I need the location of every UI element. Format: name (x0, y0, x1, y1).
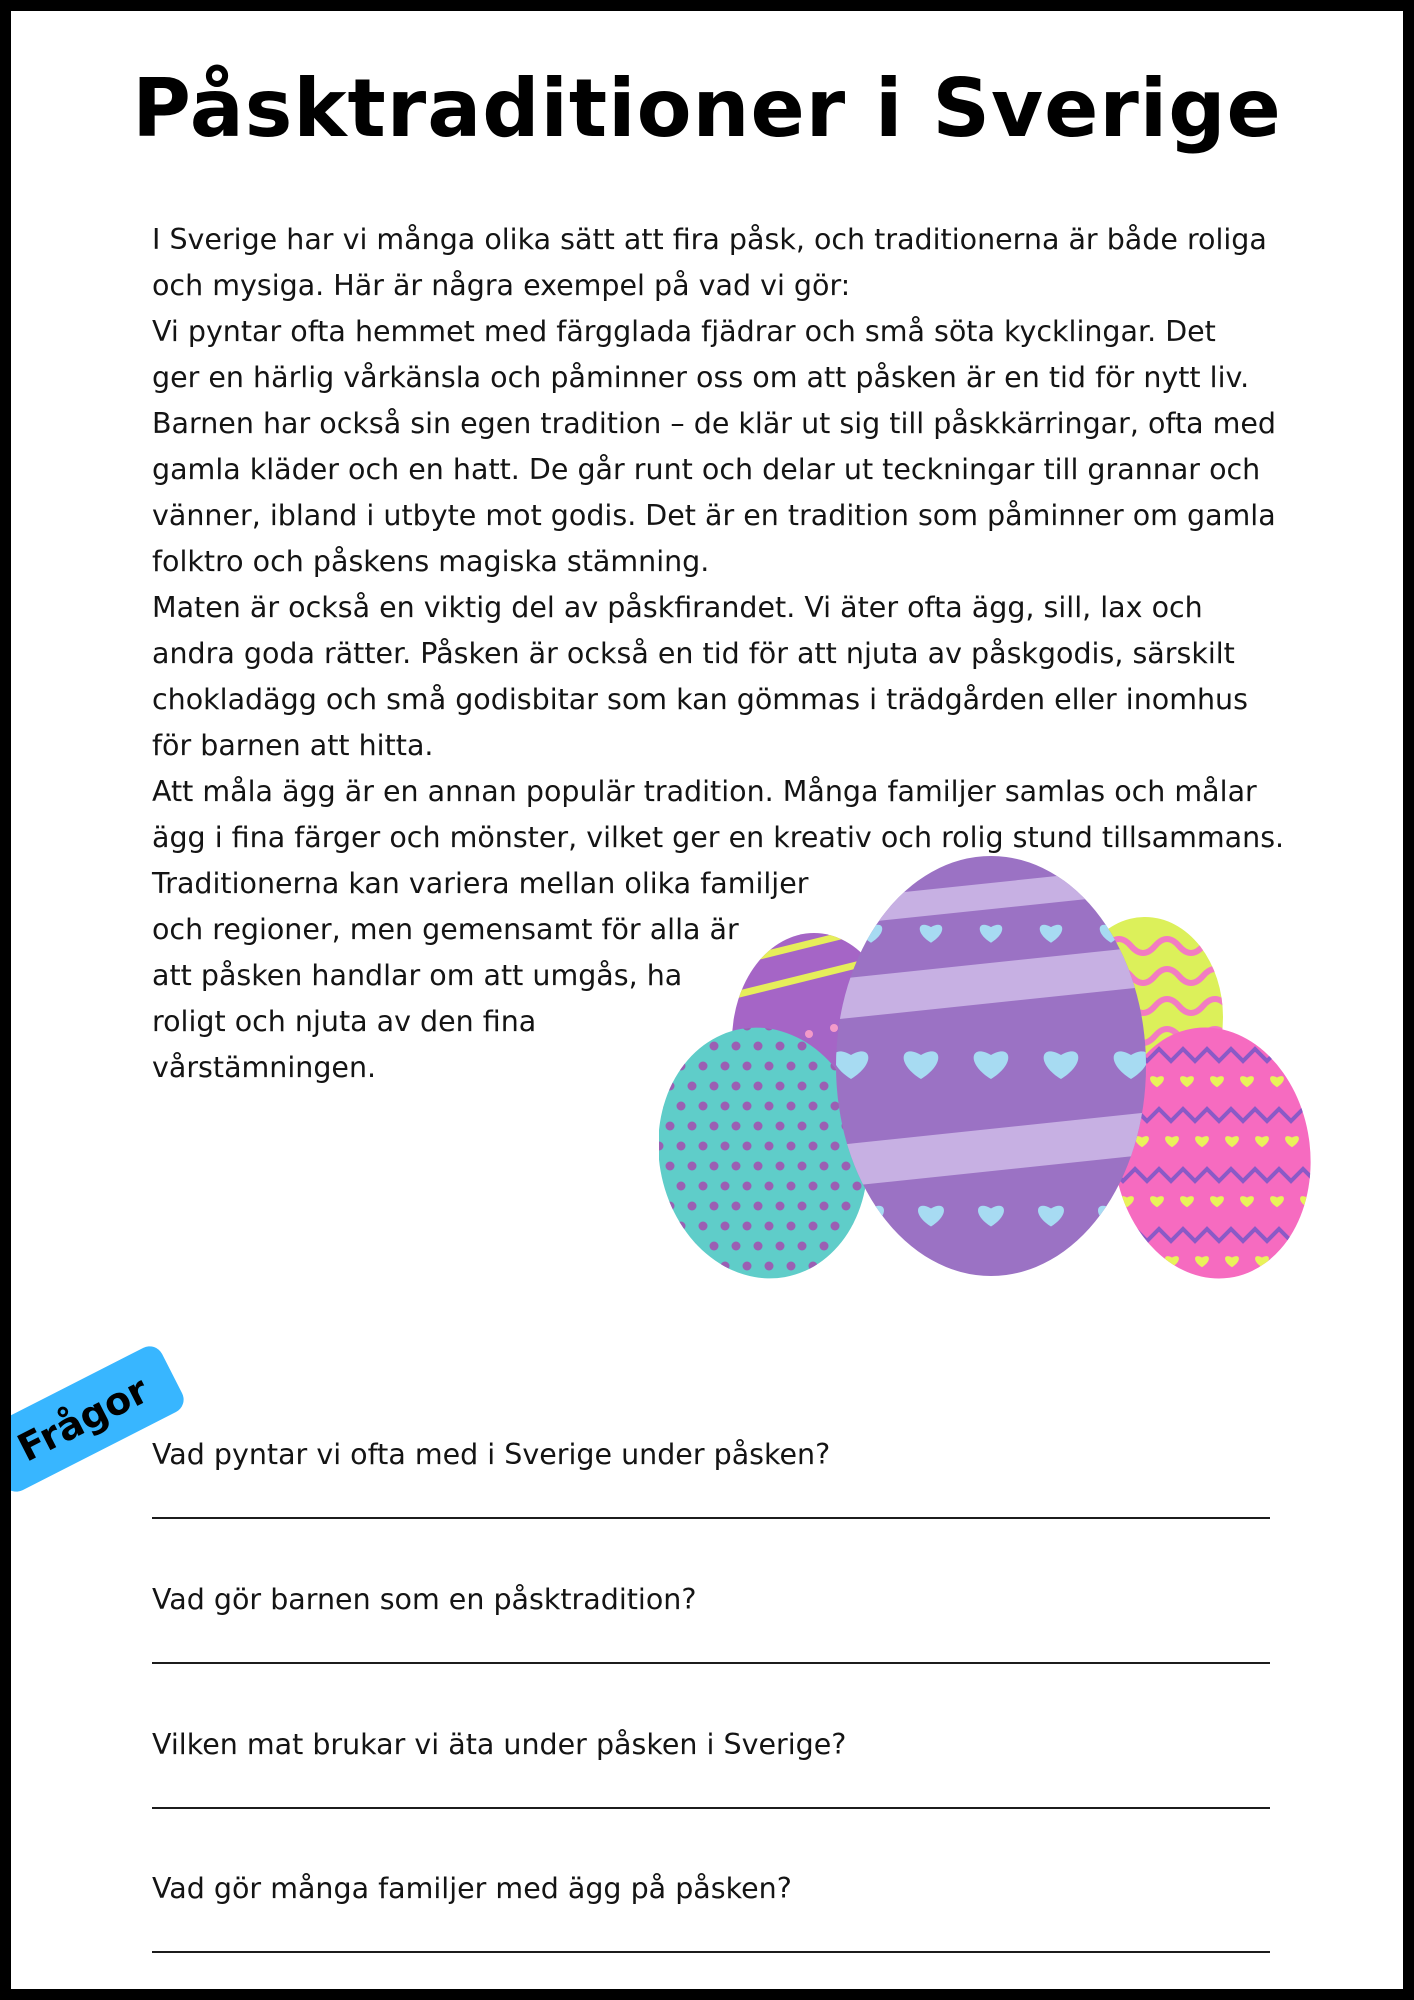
easter-eggs-illustration (659, 851, 1314, 1291)
text-line: Barnen har också sin egen tradition – de klär ut sig till påskkärringar, ofta med (152, 407, 1277, 440)
question-3: Vilken mat brukar vi äta under påsken i Sverige? (152, 1728, 847, 1761)
question-4: Vad gör många familjer med ägg på påsken? (152, 1872, 792, 1905)
answer-line-4[interactable] (152, 1951, 1270, 1953)
text-line: för barnen att hitta. (152, 729, 434, 762)
paragraph-children (152, 401, 1282, 585)
purple-egg (808, 856, 1180, 1276)
paragraph-intro (152, 217, 1282, 309)
text-line: Maten är också en viktig del av påskfirandet. Vi äter ofta ägg, sill, lax och (152, 591, 1203, 624)
paragraph-conclusion (152, 861, 809, 1091)
answer-line-3[interactable] (152, 1807, 1270, 1809)
paragraph-painting (152, 769, 1285, 861)
text-line: och regioner, men gemensamt för alla är (152, 913, 739, 946)
text-line: Att måla ägg är en annan populär tradition. Många familjer samlas och målar (152, 775, 1257, 808)
question-1: Vad pyntar vi ofta med i Sverige under påsken? (152, 1438, 831, 1471)
text-line: andra goda rätter. Påsken är också en tid för att njuta av påskgodis, särskilt (152, 637, 1235, 670)
questions-badge-label: Frågor (10, 1367, 156, 1471)
text-line: I Sverige har vi många olika sätt att fira påsk, och traditionerna är både roliga (152, 223, 1267, 256)
text-line: folktro och påskens magiska stämning. (152, 545, 710, 578)
text-line: vänner, ibland i utbyte mot godis. Det är en tradition som påminner om gamla (152, 499, 1276, 532)
page-title: Påsktraditioner i Sverige (132, 62, 1282, 155)
answer-line-2[interactable] (152, 1662, 1270, 1664)
text-line: vårstämningen. (152, 1051, 377, 1084)
question-2: Vad gör barnen som en påsktradition? (152, 1583, 697, 1616)
text-line: gamla kläder och en hatt. De går runt och delar ut teckningar till grannar och (152, 453, 1261, 486)
paragraph-food (152, 585, 1282, 769)
answer-line-1[interactable] (152, 1517, 1270, 1519)
text-line: Vi pyntar ofta hemmet med färgglada fjädrar och små söta kycklingar. Det (152, 315, 1216, 348)
text-line: att påsken handlar om att umgås, ha (152, 959, 683, 992)
text-line: Traditionerna kan variera mellan olika familjer (152, 867, 809, 900)
text-line: ger en härlig vårkänsla och påminner oss om att påsken är en tid för nytt liv. (152, 361, 1250, 394)
text-line: roligt och njuta av den fina (152, 1005, 537, 1038)
paragraph-decorations (152, 309, 1282, 401)
text-line: och mysiga. Här är några exempel på vad vi gör: (152, 269, 851, 302)
text-line: chokladägg och små godisbitar som kan gömmas i trädgården eller inomhus (152, 683, 1248, 716)
text-line: ägg i fina färger och mönster, vilket ger en kreativ och rolig stund tillsammans. (152, 821, 1285, 854)
